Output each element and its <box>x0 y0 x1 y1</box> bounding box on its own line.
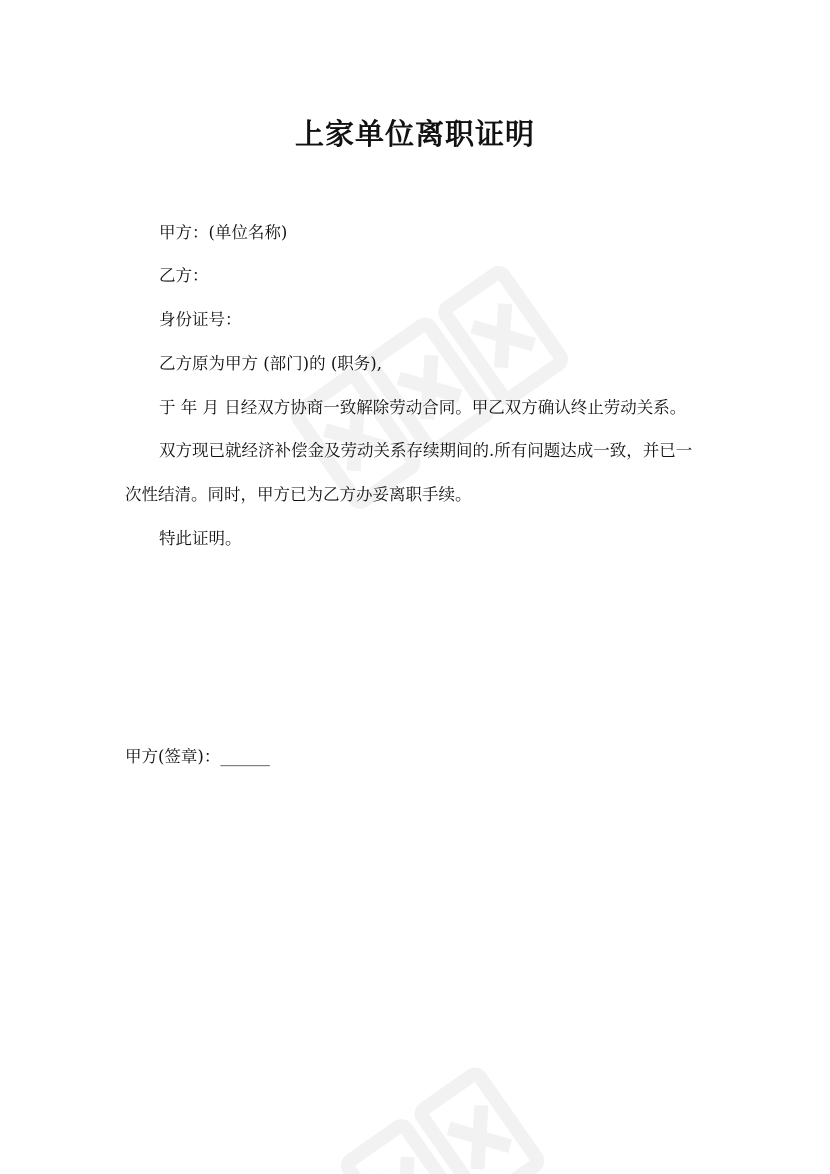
settlement-line-2: 次性结清。同时，甲方已为乙方办妥离职手续。 <box>125 485 472 504</box>
party-b-line: 乙方： <box>159 266 209 285</box>
id-number-line: 身份证号： <box>159 310 242 329</box>
signature-line: 甲方(签章)：______ <box>125 747 270 766</box>
watermark-mark-lower <box>345 1072 539 1174</box>
settlement-line-1: 双方现已就经济补偿金及劳动关系存续期间的.所有问题达成一致，并已一 <box>159 441 693 460</box>
certification-line: 特此证明。 <box>159 529 242 548</box>
watermark-mark-upper <box>295 271 563 505</box>
party-a-line: 甲方：(单位名称) <box>159 223 288 242</box>
document-title: 上家单位离职证明 <box>294 117 535 151</box>
position-line: 乙方原为甲方 (部门)的 (职务), <box>159 354 382 373</box>
termination-date-line: 于 年 月 日经双方协商一致解除劳动合同。甲乙双方确认终止劳动关系。 <box>159 398 687 417</box>
